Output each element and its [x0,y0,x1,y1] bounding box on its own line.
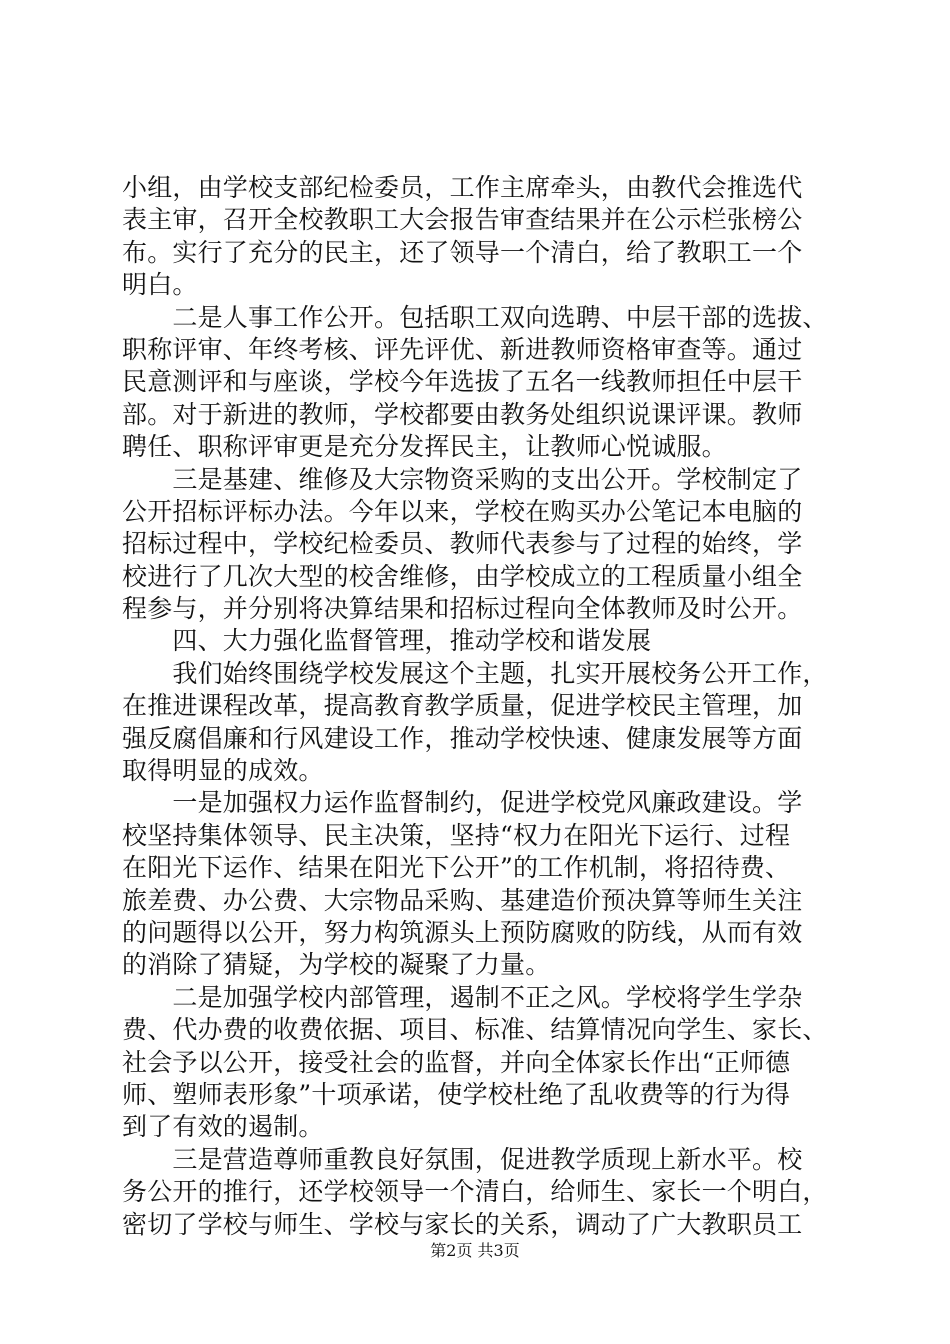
text-line: 职称评审、年终考核、评先评优、新进教师资格审查等。通过 [122,334,803,364]
text-line: 招标过程中，学校纪检委员、教师代表参与了过程的始终，学 [122,529,803,559]
text-line: 费、代办费的收费依据、项目、标准、结算情况向学生、家长、 [122,1015,828,1045]
text-line: 我们始终围绕学校发展这个主题，扎实开展校务公开工作， [122,658,828,688]
text-line: 校进行了几次大型的校舍维修，由学校成立的工程质量小组全 [122,561,803,591]
text-line: 旅差费、办公费、大宗物品采购、基建造价预决算等师生关注 [122,885,803,915]
text-line: 师、塑师表形象”十项承诺，使学校杜绝了乱收费等的行为得 [122,1079,791,1109]
text-line: 布。实行了充分的民主，还了领导一个清白，给了教职工一个 [122,237,803,267]
text-line: 到了有效的遏制。 [122,1112,324,1142]
text-line: 在推进课程改革，提高教育教学质量，促进学校民主管理，加 [122,691,803,721]
text-line: 二是人事工作公开。包括职工双向选聘、中层干部的选拔、 [122,302,828,332]
text-line: 取得明显的成效。 [122,756,324,786]
section-heading: 四、大力强化监督管理，推动学校和谐发展 [122,626,652,656]
text-line: 二是加强学校内部管理，遏制不正之风。学校将学生学杂 [122,982,803,1012]
text-line: 一是加强权力运作监督制约，促进学校党风廉政建设。学 [122,788,803,818]
text-line: 表主审，召开全校教职工大会报告审查结果并在公示栏张榜公 [122,205,803,235]
text-line: 明白。 [122,270,198,300]
text-line: 小组，由学校支部纪检委员，工作主席牵头，由教代会推选代 [122,173,803,202]
text-line: 在阳光下运作、结果在阳光下公开”的工作机制，将招待费、 [122,853,791,883]
text-line: 强反腐倡廉和行风建设工作，推动学校快速、健康发展等方面 [122,723,803,753]
text-line: 密切了学校与师生、学校与家长的关系，调动了广大教职员工 [122,1209,803,1239]
text-line: 民意测评和与座谈，学校今年选拔了五名一线教师担任中层干 [122,367,803,397]
text-line: 部。对于新进的教师，学校都要由教务处组织说课评课。教师 [122,399,803,429]
text-line: 聘任、职称评审更是充分发挥民主，让教师心悦诚服。 [122,432,727,462]
text-line: 公开招标评标办法。今年以来，学校在购买办公笔记本电脑的 [122,496,803,526]
text-line: 务公开的推行，还学校领导一个清白，给师生、家长一个明白， [122,1177,828,1207]
text-line: 三是营造尊师重教良好氛围，促进教学质现上新水平。校 [122,1144,803,1174]
document-body [122,172,832,1241]
text-line: 的消除了猜疑，为学校的凝聚了力量。 [122,950,551,980]
page-footer: 第2页 共3页 [430,1241,520,1260]
text-line: 程参与，并分别将决算结果和招标过程向全体教师及时公开。 [122,594,803,624]
text-line: 社会予以公开，接受社会的监督，并向全体家长作出“正师德 [122,1047,791,1077]
text-line: 的问题得以公开，努力构筑源头上预防腐败的防线，从而有效 [122,917,803,947]
text-line: 校坚持集体领导、民主决策，坚持“权力在阳光下运行、过程 [122,820,791,850]
text-line: 三是基建、维修及大宗物资采购的支出公开。学校制定了 [122,464,803,494]
